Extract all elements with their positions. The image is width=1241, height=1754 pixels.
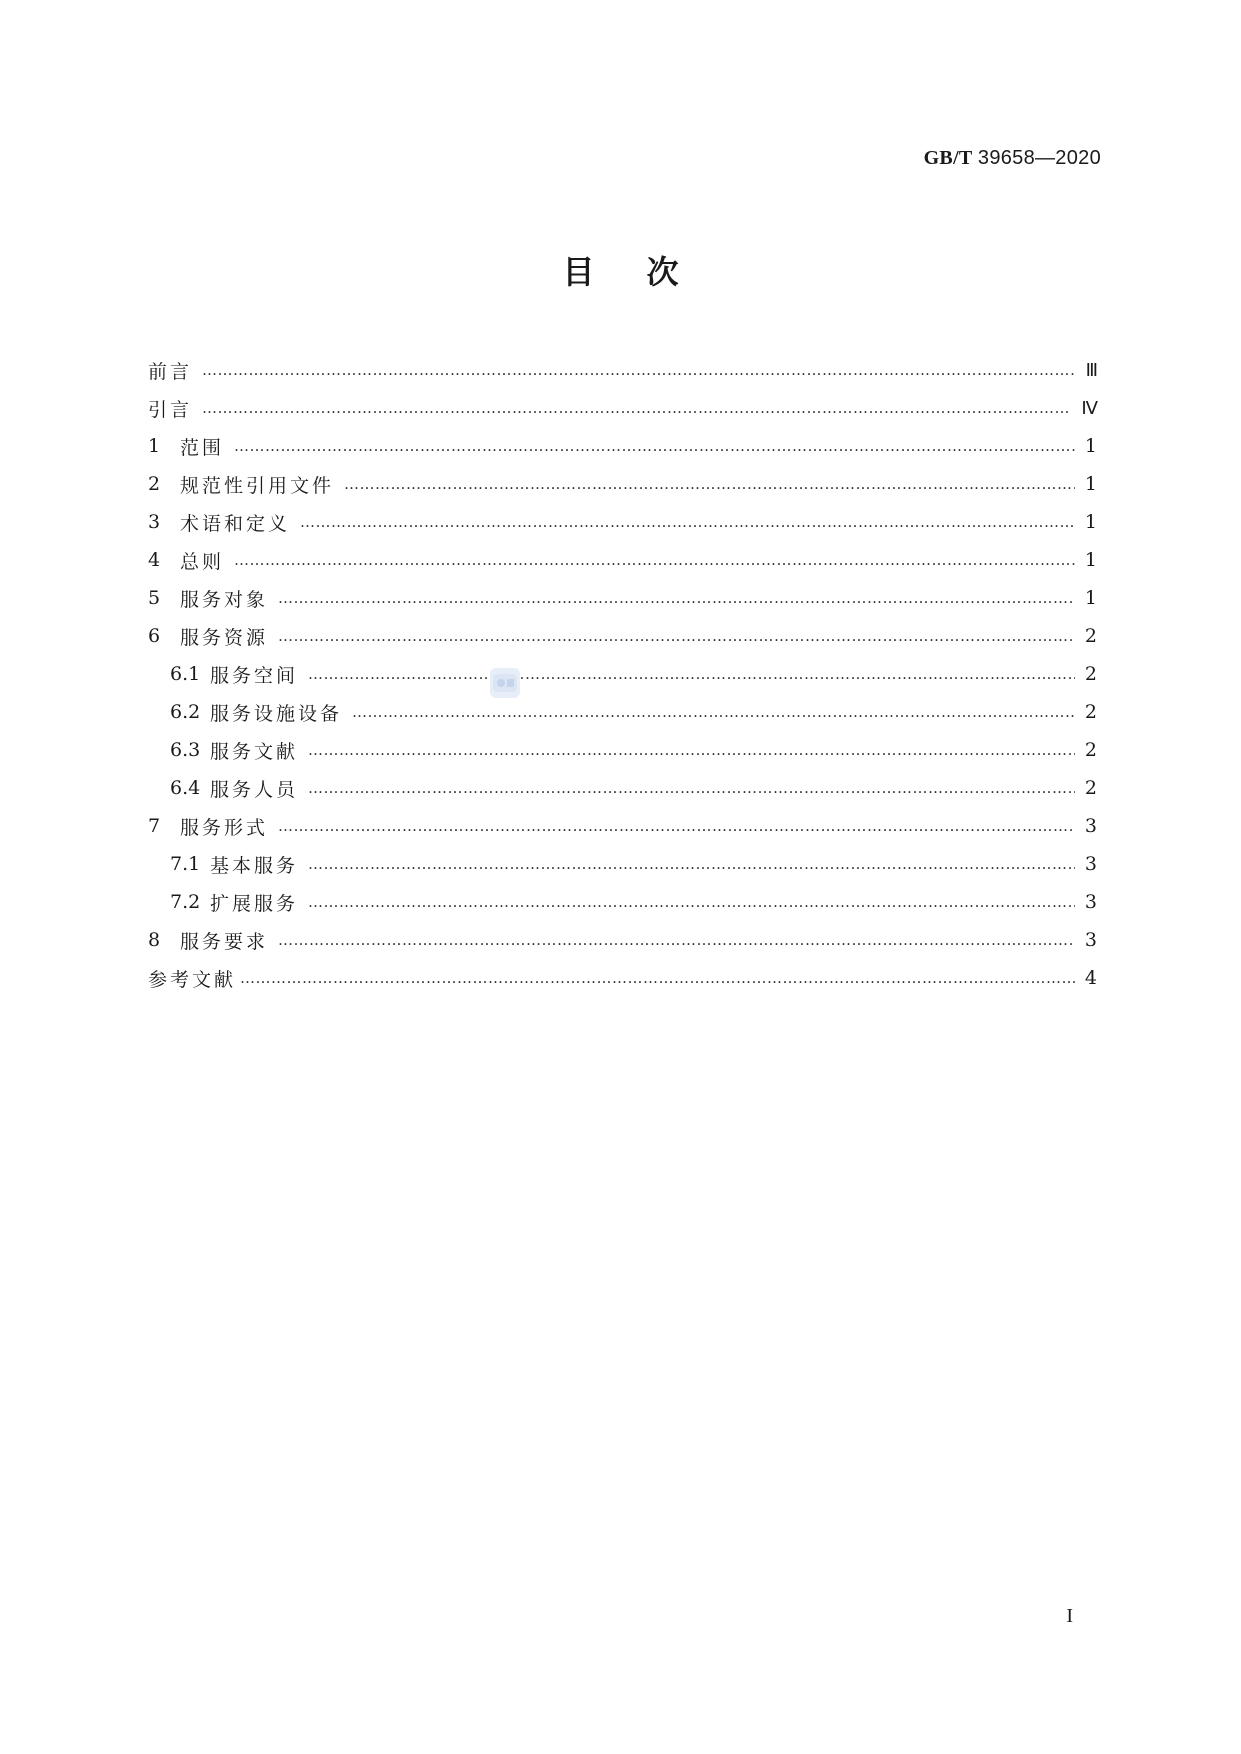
toc-entry-foreword[interactable] xyxy=(148,351,1097,389)
toc-entry-7[interactable] xyxy=(148,807,1097,845)
toc-entry-page: 1 xyxy=(1084,473,1097,495)
toc-entry-introduction[interactable] xyxy=(148,389,1097,427)
toc-entry-label: 服务对象 xyxy=(180,588,269,611)
toc-entry-page: 2 xyxy=(1084,777,1097,799)
toc-entry-label: 服务空间 xyxy=(210,664,299,687)
toc-entry-number: 7.1 xyxy=(170,853,201,875)
toc-leader-dots xyxy=(234,551,1075,569)
toc-leader-dots xyxy=(278,589,1075,607)
toc-entry-1[interactable] xyxy=(148,427,1097,465)
toc-entry-number: 7.2 xyxy=(170,891,201,913)
toc-entry-label: 扩展服务 xyxy=(210,892,299,915)
toc-entry-label: 服务文献 xyxy=(210,740,299,763)
toc-entry-label: 服务形式 xyxy=(180,816,269,839)
toc-entry-label: 范围 xyxy=(180,436,225,459)
toc-leader-dots xyxy=(278,817,1075,835)
toc-entry-label: 术语和定义 xyxy=(180,512,291,535)
toc-entry-label: 服务资源 xyxy=(180,626,269,649)
page-folio: I xyxy=(1066,1605,1073,1627)
toc-leader-dots xyxy=(344,475,1075,493)
toc-entry-label: 参考文献 xyxy=(148,968,237,991)
toc-entry-page: 1 xyxy=(1084,511,1097,533)
toc-entry-7-2[interactable] xyxy=(148,883,1097,921)
toc-entry-label: 服务要求 xyxy=(180,930,269,953)
toc-entry-label: 前言 xyxy=(148,360,193,383)
toc-entry-number: 7 xyxy=(148,815,161,837)
toc-entry-5[interactable] xyxy=(148,579,1097,617)
toc-entry-page: 2 xyxy=(1084,625,1097,647)
toc-entry-page: 1 xyxy=(1084,435,1097,457)
toc-entry-page: 1 xyxy=(1084,549,1097,571)
toc-entry-label: 引言 xyxy=(148,398,193,421)
toc-entry-number: 6.4 xyxy=(170,777,201,799)
toc-entry-label: 服务人员 xyxy=(210,778,299,801)
toc-leader-dots xyxy=(308,741,1075,759)
toc-leader-dots xyxy=(202,361,1075,379)
toc-entry-number: 6 xyxy=(148,625,161,647)
toc-leader-dots xyxy=(308,893,1075,911)
toc-entry-page: 3 xyxy=(1084,891,1097,913)
toc-entry-label: 基本服务 xyxy=(210,854,299,877)
toc-entry-number: 1 xyxy=(148,435,161,457)
toc-leader-dots xyxy=(234,437,1075,455)
toc-entry-page: 3 xyxy=(1084,929,1097,951)
toc-entry-number: 2 xyxy=(148,473,161,495)
toc-entry-page: Ⅲ xyxy=(1085,359,1097,380)
toc-leader-dots xyxy=(240,969,1075,987)
toc-entry-page: 1 xyxy=(1084,587,1097,609)
standard-number xyxy=(924,147,1101,170)
toc-entry-label: 规范性引用文件 xyxy=(180,474,335,497)
standard-code: 39658—2020 xyxy=(977,147,1101,169)
sac-logo-icon xyxy=(490,668,520,698)
toc-entry-page: 2 xyxy=(1084,663,1097,685)
toc-leader-dots xyxy=(308,665,1075,683)
toc-entry-page: Ⅳ xyxy=(1081,397,1097,418)
toc-entry-label: 服务设施设备 xyxy=(210,702,343,725)
toc-entry-page: 3 xyxy=(1084,815,1097,837)
toc-title: 目次 xyxy=(562,253,731,291)
toc-entry-number: 8 xyxy=(148,929,161,951)
toc-entry-references[interactable] xyxy=(148,959,1097,997)
toc-entry-number: 3 xyxy=(148,511,161,533)
table-of-contents xyxy=(148,351,1097,997)
toc-entry-number: 5 xyxy=(148,587,161,609)
toc-entry-7-1[interactable] xyxy=(148,845,1097,883)
sac-logo-glyph xyxy=(490,668,520,698)
toc-entry-page: 3 xyxy=(1084,853,1097,875)
toc-leader-dots xyxy=(300,513,1075,531)
toc-entry-6[interactable] xyxy=(148,617,1097,655)
toc-entry-6-2[interactable] xyxy=(148,693,1097,731)
toc-leader-dots xyxy=(278,931,1075,949)
toc-leader-dots xyxy=(202,399,1071,417)
toc-entry-3[interactable] xyxy=(148,503,1097,541)
toc-entry-page: 4 xyxy=(1084,967,1097,989)
standard-prefix: GB/T xyxy=(923,147,973,169)
toc-entry-page: 2 xyxy=(1084,739,1097,761)
toc-leader-dots xyxy=(352,703,1075,721)
toc-entry-8[interactable] xyxy=(148,921,1097,959)
toc-leader-dots xyxy=(278,627,1075,645)
toc-leader-dots xyxy=(308,855,1075,873)
toc-entry-number: 6.3 xyxy=(170,739,201,761)
toc-entry-4[interactable] xyxy=(148,541,1097,579)
toc-entry-number: 6.1 xyxy=(170,663,201,685)
toc-entry-2[interactable] xyxy=(148,465,1097,503)
toc-entry-6-1[interactable] xyxy=(148,655,1097,693)
toc-entry-number: 6.2 xyxy=(170,701,201,723)
toc-entry-page: 2 xyxy=(1084,701,1097,723)
toc-entry-label: 总则 xyxy=(180,550,225,573)
toc-entry-6-3[interactable] xyxy=(148,731,1097,769)
toc-leader-dots xyxy=(308,779,1075,797)
toc-entry-number: 4 xyxy=(148,549,161,571)
toc-entry-6-4[interactable] xyxy=(148,769,1097,807)
